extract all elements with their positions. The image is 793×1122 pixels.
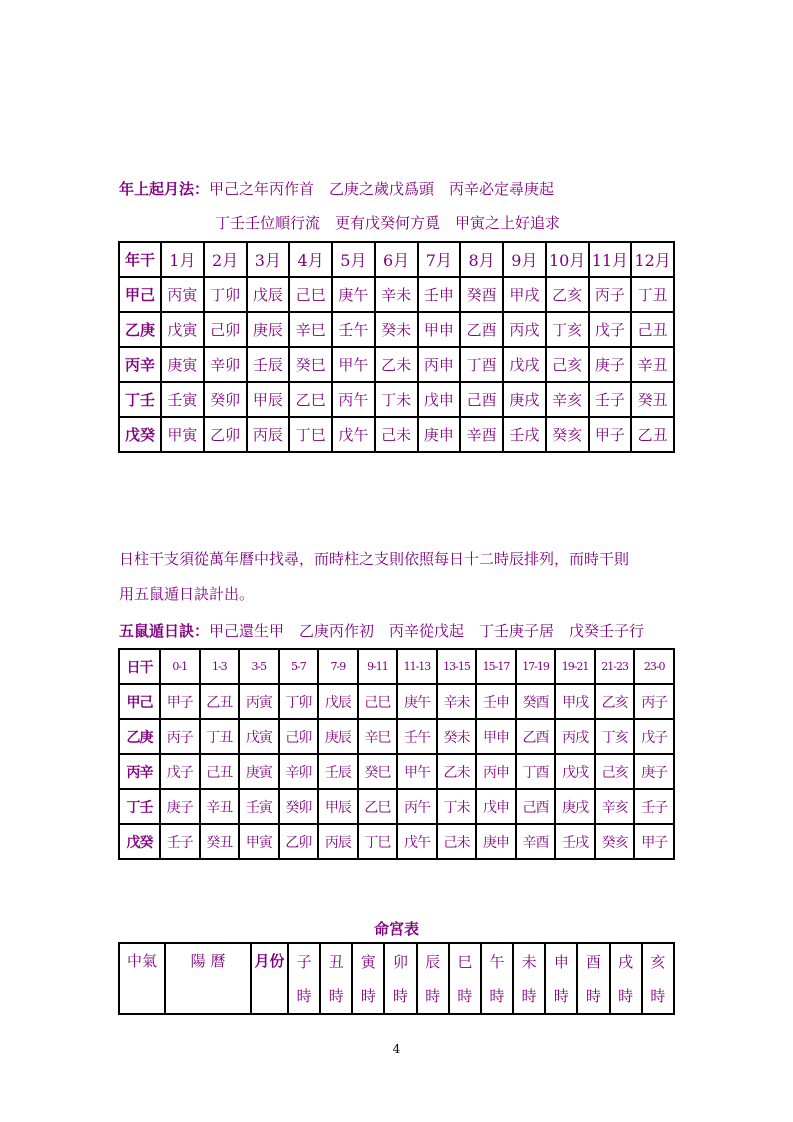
column-header: 7-9 xyxy=(318,649,358,684)
ganzhi-cell: 庚辰 xyxy=(247,312,290,347)
column-header: 9月 xyxy=(503,242,546,277)
stem-header: 年干 xyxy=(119,242,161,277)
ganzhi-cell: 己丑 xyxy=(631,312,674,347)
column-header: 0-1 xyxy=(160,649,200,684)
branch-cell: 戌 xyxy=(610,943,642,978)
ganzhi-cell: 壬戌 xyxy=(503,417,546,452)
ganzhi-cell: 丙子 xyxy=(160,719,200,754)
ganzhi-cell: 己卯 xyxy=(204,312,247,347)
ganzhi-cell: 辛酉 xyxy=(460,417,503,452)
ganzhi-cell: 己丑 xyxy=(200,754,240,789)
ganzhi-cell: 己巳 xyxy=(358,684,398,719)
ganzhi-cell: 甲子 xyxy=(589,417,632,452)
column-header: 11月 xyxy=(589,242,632,277)
ganzhi-cell: 戊午 xyxy=(332,417,375,452)
ganzhi-cell: 甲申 xyxy=(476,719,516,754)
table-row xyxy=(119,347,674,382)
month-pillar-table xyxy=(118,241,675,453)
hour-pillar-table xyxy=(118,648,675,860)
ganzhi-cell: 壬戌 xyxy=(555,824,595,859)
ganzhi-cell: 己亥 xyxy=(595,754,635,789)
ganzhi-cell: 庚子 xyxy=(160,789,200,824)
ganzhi-cell: 乙丑 xyxy=(200,684,240,719)
section2-heading: 五鼠遁日訣： xyxy=(119,622,210,640)
ganzhi-cell: 癸未 xyxy=(437,719,477,754)
column-header: 2月 xyxy=(204,242,247,277)
row-stem-label: 丁壬 xyxy=(119,789,160,824)
header-row xyxy=(119,242,674,277)
ganzhi-cell: 甲申 xyxy=(418,312,461,347)
ganzhi-cell: 戊辰 xyxy=(318,684,358,719)
ganzhi-cell: 庚辰 xyxy=(318,719,358,754)
stem-header: 日干 xyxy=(119,649,160,684)
column-header: 6月 xyxy=(375,242,418,277)
column-header: 13-15 xyxy=(437,649,477,684)
ganzhi-cell: 乙亥 xyxy=(546,277,589,312)
ganzhi-cell: 癸卯 xyxy=(279,789,319,824)
ganzhi-cell: 辛酉 xyxy=(516,824,556,859)
ganzhi-cell: 辛巳 xyxy=(358,719,398,754)
ganzhi-cell: 己巳 xyxy=(289,277,332,312)
row-stem-label: 丙辛 xyxy=(119,347,161,382)
column-header: 11-13 xyxy=(397,649,437,684)
paragraph-line1: 日柱干支須從萬年曆中找尋，而時柱之支則依照每日十二時辰排列，而時干則 xyxy=(119,550,630,568)
ganzhi-cell: 辛未 xyxy=(375,277,418,312)
ganzhi-cell: 乙未 xyxy=(375,347,418,382)
ganzhi-cell: 庚戌 xyxy=(555,789,595,824)
branch-cell: 卯 xyxy=(384,943,416,978)
ganzhi-cell: 庚戌 xyxy=(503,382,546,417)
ganzhi-cell: 丙申 xyxy=(476,754,516,789)
shi-cell: 時 xyxy=(352,978,384,1014)
ganzhi-cell: 庚寅 xyxy=(161,347,204,382)
ganzhi-cell: 甲子 xyxy=(634,824,674,859)
table-row xyxy=(119,719,674,754)
ganzhi-cell: 庚子 xyxy=(634,754,674,789)
ganzhi-cell: 癸巳 xyxy=(289,347,332,382)
page-number: 4 xyxy=(392,1042,401,1056)
ganzhi-cell: 己酉 xyxy=(460,382,503,417)
shi-cell: 時 xyxy=(320,978,352,1014)
shi-cell: 時 xyxy=(481,978,513,1014)
row-stem-label: 戊癸 xyxy=(119,824,160,859)
ganzhi-cell: 辛未 xyxy=(437,684,477,719)
ganzhi-cell: 丙戌 xyxy=(503,312,546,347)
column-header: 23-0 xyxy=(634,649,674,684)
ganzhi-cell: 壬午 xyxy=(332,312,375,347)
shi-cell: 時 xyxy=(417,978,449,1014)
column-header: 15-17 xyxy=(476,649,516,684)
table-row xyxy=(119,417,674,452)
ganzhi-cell: 癸卯 xyxy=(204,382,247,417)
ganzhi-cell: 壬辰 xyxy=(247,347,290,382)
branch-cell: 申 xyxy=(545,943,577,978)
ganzhi-cell: 甲辰 xyxy=(318,789,358,824)
table-row xyxy=(119,754,674,789)
branch-cell: 未 xyxy=(513,943,545,978)
row-stem-label: 甲己 xyxy=(119,277,161,312)
shi-cell: 時 xyxy=(449,978,481,1014)
ganzhi-cell: 丁亥 xyxy=(595,719,635,754)
shi-cell: 時 xyxy=(610,978,642,1014)
ganzhi-cell: 戊辰 xyxy=(247,277,290,312)
ganzhi-cell: 甲戌 xyxy=(503,277,546,312)
row-stem-label: 戊癸 xyxy=(119,417,161,452)
shi-cell: 時 xyxy=(384,978,416,1014)
column-header: 5月 xyxy=(332,242,375,277)
column-header: 7月 xyxy=(418,242,461,277)
ming-gong-title: 命宮表 xyxy=(373,920,419,938)
ganzhi-cell: 己卯 xyxy=(279,719,319,754)
column-header: 1-3 xyxy=(200,649,240,684)
ganzhi-cell: 丁未 xyxy=(375,382,418,417)
ganzhi-cell: 乙酉 xyxy=(460,312,503,347)
ganzhi-cell: 丁丑 xyxy=(631,277,674,312)
ganzhi-cell: 甲午 xyxy=(332,347,375,382)
table-row xyxy=(119,312,674,347)
ganzhi-cell: 乙酉 xyxy=(516,719,556,754)
column-header: 8月 xyxy=(460,242,503,277)
table-row xyxy=(119,277,674,312)
branch-cell: 子 xyxy=(288,943,320,978)
table-row xyxy=(119,824,674,859)
shi-cell: 時 xyxy=(577,978,609,1014)
ganzhi-cell: 乙丑 xyxy=(631,417,674,452)
ganzhi-cell: 丁酉 xyxy=(516,754,556,789)
ganzhi-cell: 壬午 xyxy=(397,719,437,754)
ganzhi-cell: 甲寅 xyxy=(161,417,204,452)
shi-cell: 時 xyxy=(288,978,320,1014)
ganzhi-cell: 丙子 xyxy=(589,277,632,312)
ganzhi-cell: 辛丑 xyxy=(200,789,240,824)
section1-verse-line1: 甲己之年丙作首 乙庚之歲戊爲頭 丙辛必定尋庚起 xyxy=(209,180,555,198)
ganzhi-cell: 庚午 xyxy=(397,684,437,719)
shi-cell: 時 xyxy=(513,978,545,1014)
ganzhi-cell: 戊寅 xyxy=(161,312,204,347)
ganzhi-cell: 壬寅 xyxy=(161,382,204,417)
ganzhi-cell: 癸酉 xyxy=(460,277,503,312)
branch-cell: 寅 xyxy=(352,943,384,978)
ganzhi-cell: 庚申 xyxy=(418,417,461,452)
ganzhi-cell: 辛卯 xyxy=(204,347,247,382)
ganzhi-cell: 乙巳 xyxy=(358,789,398,824)
section1-heading: 年上起月法： xyxy=(119,180,210,198)
ganzhi-cell: 戊戌 xyxy=(555,754,595,789)
column-header: 4月 xyxy=(289,242,332,277)
ming-gong-table xyxy=(118,942,675,1015)
ganzhi-cell: 癸丑 xyxy=(631,382,674,417)
row-stem-label: 乙庚 xyxy=(119,719,160,754)
ganzhi-cell: 甲午 xyxy=(397,754,437,789)
shi-cell: 時 xyxy=(545,978,577,1014)
ganzhi-cell: 甲戌 xyxy=(555,684,595,719)
ganzhi-cell: 乙未 xyxy=(437,754,477,789)
ganzhi-cell: 己亥 xyxy=(546,347,589,382)
table-row xyxy=(119,789,674,824)
ganzhi-cell: 甲寅 xyxy=(239,824,279,859)
ganzhi-cell: 乙卯 xyxy=(279,824,319,859)
branch-cell: 午 xyxy=(481,943,513,978)
header-row xyxy=(119,649,674,684)
column-header: 19-21 xyxy=(555,649,595,684)
ganzhi-cell: 乙巳 xyxy=(289,382,332,417)
row-stem-label: 丙辛 xyxy=(119,754,160,789)
column-header: 9-11 xyxy=(358,649,398,684)
ganzhi-cell: 甲辰 xyxy=(247,382,290,417)
ganzhi-cell: 丁亥 xyxy=(546,312,589,347)
zhongqi-header: 中氣 xyxy=(119,943,165,1014)
ganzhi-cell: 辛亥 xyxy=(546,382,589,417)
yuefen-header: 月份 xyxy=(251,943,288,1014)
section2-verse: 甲己還生甲 乙庚丙作初 丙辛從戊起 丁壬庚子居 戊癸壬子行 xyxy=(209,622,645,640)
ganzhi-cell: 辛卯 xyxy=(279,754,319,789)
ganzhi-cell: 壬子 xyxy=(160,824,200,859)
ganzhi-cell: 丁卯 xyxy=(279,684,319,719)
ganzhi-cell: 庚申 xyxy=(476,824,516,859)
ganzhi-cell: 戊申 xyxy=(418,382,461,417)
column-header: 1月 xyxy=(161,242,204,277)
ganzhi-cell: 辛亥 xyxy=(595,789,635,824)
paragraph-line2: 用五鼠遁日訣計出。 xyxy=(119,585,255,603)
ganzhi-cell: 丁酉 xyxy=(460,347,503,382)
ganzhi-cell: 己未 xyxy=(375,417,418,452)
branch-cell: 巳 xyxy=(449,943,481,978)
ganzhi-cell: 癸酉 xyxy=(516,684,556,719)
section1-heading-line xyxy=(119,178,554,199)
ganzhi-cell: 辛丑 xyxy=(631,347,674,382)
branch-cell: 酉 xyxy=(577,943,609,978)
ganzhi-cell: 庚子 xyxy=(589,347,632,382)
ganzhi-cell: 壬子 xyxy=(634,789,674,824)
column-header: 5-7 xyxy=(279,649,319,684)
ganzhi-cell: 壬申 xyxy=(418,277,461,312)
ganzhi-cell: 丙午 xyxy=(397,789,437,824)
row-stem-label: 丁壬 xyxy=(119,382,161,417)
ganzhi-cell: 戊午 xyxy=(397,824,437,859)
ganzhi-cell: 丙辰 xyxy=(318,824,358,859)
ganzhi-cell: 丙午 xyxy=(332,382,375,417)
ganzhi-cell: 己未 xyxy=(437,824,477,859)
ganzhi-cell: 壬申 xyxy=(476,684,516,719)
row-stem-label: 乙庚 xyxy=(119,312,161,347)
ganzhi-cell: 戊子 xyxy=(160,754,200,789)
ganzhi-cell: 戊寅 xyxy=(239,719,279,754)
ganzhi-cell: 丙申 xyxy=(418,347,461,382)
column-header: 3月 xyxy=(247,242,290,277)
table-row xyxy=(119,684,674,719)
section2-heading-line xyxy=(119,620,644,641)
ganzhi-cell: 戊子 xyxy=(589,312,632,347)
section1-verse-line2: 丁壬壬位順行流 更有戊癸何方覓 甲寅之上好追求 xyxy=(215,214,561,232)
ganzhi-cell: 庚午 xyxy=(332,277,375,312)
ganzhi-cell: 壬辰 xyxy=(318,754,358,789)
ganzhi-cell: 庚寅 xyxy=(239,754,279,789)
ganzhi-cell: 戊子 xyxy=(634,719,674,754)
column-header: 3-5 xyxy=(239,649,279,684)
yangli-header: 陽 曆 xyxy=(165,943,251,1014)
table-row xyxy=(119,382,674,417)
ganzhi-cell: 丁丑 xyxy=(200,719,240,754)
ganzhi-cell: 癸丑 xyxy=(200,824,240,859)
ming-gong-row-top xyxy=(119,943,674,978)
ganzhi-cell: 癸巳 xyxy=(358,754,398,789)
ganzhi-cell: 己酉 xyxy=(516,789,556,824)
ganzhi-cell: 癸亥 xyxy=(595,824,635,859)
shi-cell: 時 xyxy=(642,978,674,1014)
column-header: 17-19 xyxy=(516,649,556,684)
ganzhi-cell: 丁卯 xyxy=(204,277,247,312)
ganzhi-cell: 丙寅 xyxy=(161,277,204,312)
ganzhi-cell: 丙戌 xyxy=(555,719,595,754)
ganzhi-cell: 乙亥 xyxy=(595,684,635,719)
ganzhi-cell: 壬子 xyxy=(589,382,632,417)
ganzhi-cell: 甲子 xyxy=(160,684,200,719)
branch-cell: 辰 xyxy=(417,943,449,978)
ganzhi-cell: 辛巳 xyxy=(289,312,332,347)
ganzhi-cell: 丁未 xyxy=(437,789,477,824)
ganzhi-cell: 丁巳 xyxy=(358,824,398,859)
branch-cell: 亥 xyxy=(642,943,674,978)
ganzhi-cell: 丙辰 xyxy=(247,417,290,452)
row-stem-label: 甲己 xyxy=(119,684,160,719)
ganzhi-cell: 乙卯 xyxy=(204,417,247,452)
ganzhi-cell: 戊戌 xyxy=(503,347,546,382)
ganzhi-cell: 戊申 xyxy=(476,789,516,824)
column-header: 21-23 xyxy=(595,649,635,684)
column-header: 10月 xyxy=(546,242,589,277)
column-header: 12月 xyxy=(631,242,674,277)
ganzhi-cell: 丙子 xyxy=(634,684,674,719)
ganzhi-cell: 癸亥 xyxy=(546,417,589,452)
ganzhi-cell: 丁巳 xyxy=(289,417,332,452)
ganzhi-cell: 癸未 xyxy=(375,312,418,347)
ganzhi-cell: 丙寅 xyxy=(239,684,279,719)
branch-cell: 丑 xyxy=(320,943,352,978)
ganzhi-cell: 壬寅 xyxy=(239,789,279,824)
